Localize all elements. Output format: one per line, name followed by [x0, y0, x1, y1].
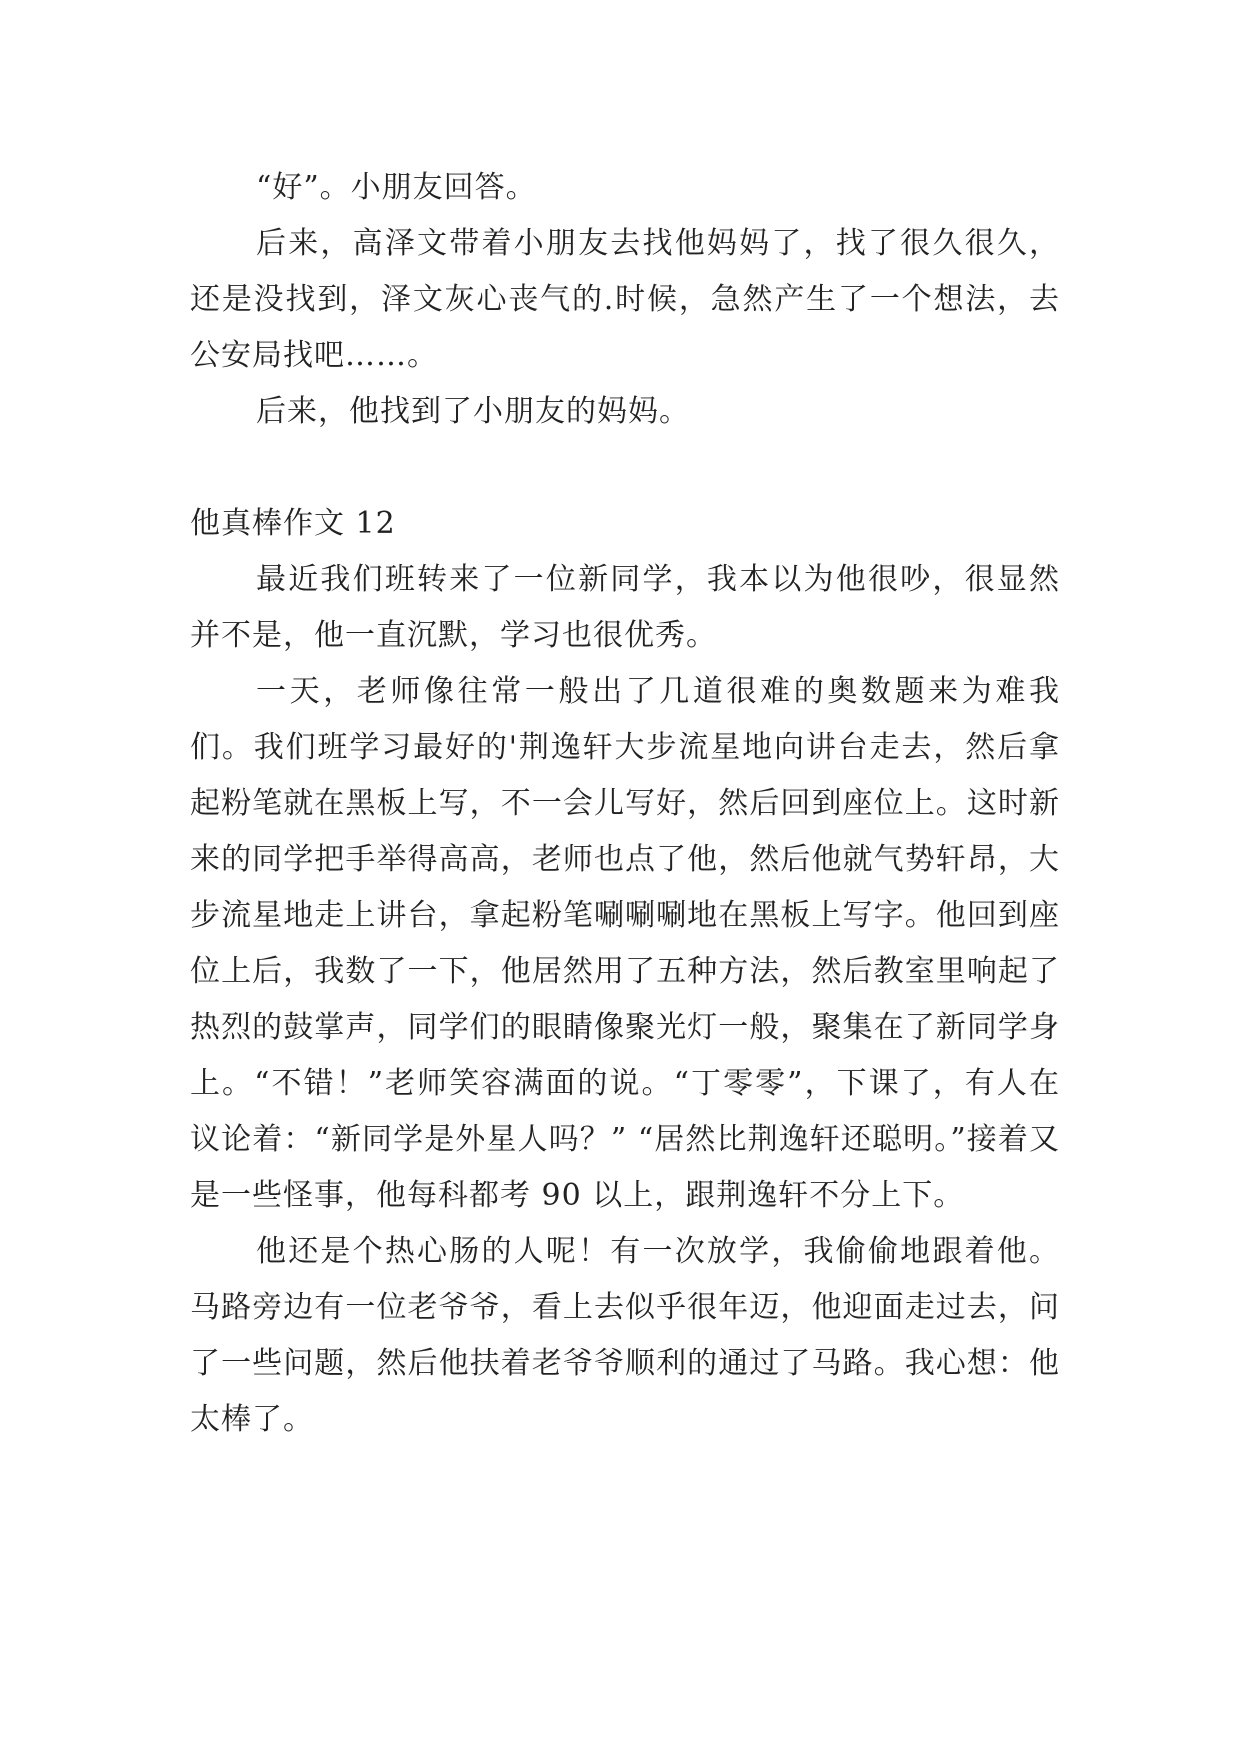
paragraph: 一天，老师像往常一般出了几道很难的奥数题来为难我们。我们班学习最好的'荆逸轩大步流星地向讲台走去，然后拿起粉笔就在黑板上写，不一会儿写好，然后回到座位上。这时新来的同学把手举得高高，老师也点了他，然后他就气势轩昂，大步流星地走上讲台，拿起粉笔唰唰唰地在黑板上写字。他回到座位上后，我数了一下，他居然用了五种方法，然后教室里响起了热烈的鼓掌声，同学们的眼睛像聚光灯一般，聚集在了新同学身上。“不错！”老师笑容满面的说。“丁零零”，下课了，有人在议论着：“新同学是外星人吗？” “居然比荆逸轩还聪明。”接着又是一些怪事，他每科都考 90 以上，跟荆逸轩不分上下。 [190, 674, 1060, 1213]
article-title: 他真棒作文 12 [190, 506, 396, 541]
paragraph: “好”。小朋友回答。 [256, 170, 537, 205]
paragraph: 后来，他找到了小朋友的妈妈。 [256, 394, 690, 429]
paragraph: 后来，高泽文带着小朋友去找他妈妈了，找了很久很久，还是没找到，泽文灰心丧气的.时候，急然产生了一个想法，去公安局找吧……。 [190, 226, 1060, 373]
document-page [190, 160, 1060, 1448]
paragraph: 最近我们班转来了一位新同学，我本以为他很吵，很显然并不是，他一直沉默，学习也很优秀。 [190, 562, 1060, 653]
paragraph: 他还是个热心肠的人呢！有一次放学，我偷偷地跟着他。马路旁边有一位老爷爷，看上去似乎很年迈，他迎面走过去，问了一些问题，然后他扶着老爷爷顺利的通过了马路。我心想：他太棒了。 [190, 1234, 1060, 1437]
